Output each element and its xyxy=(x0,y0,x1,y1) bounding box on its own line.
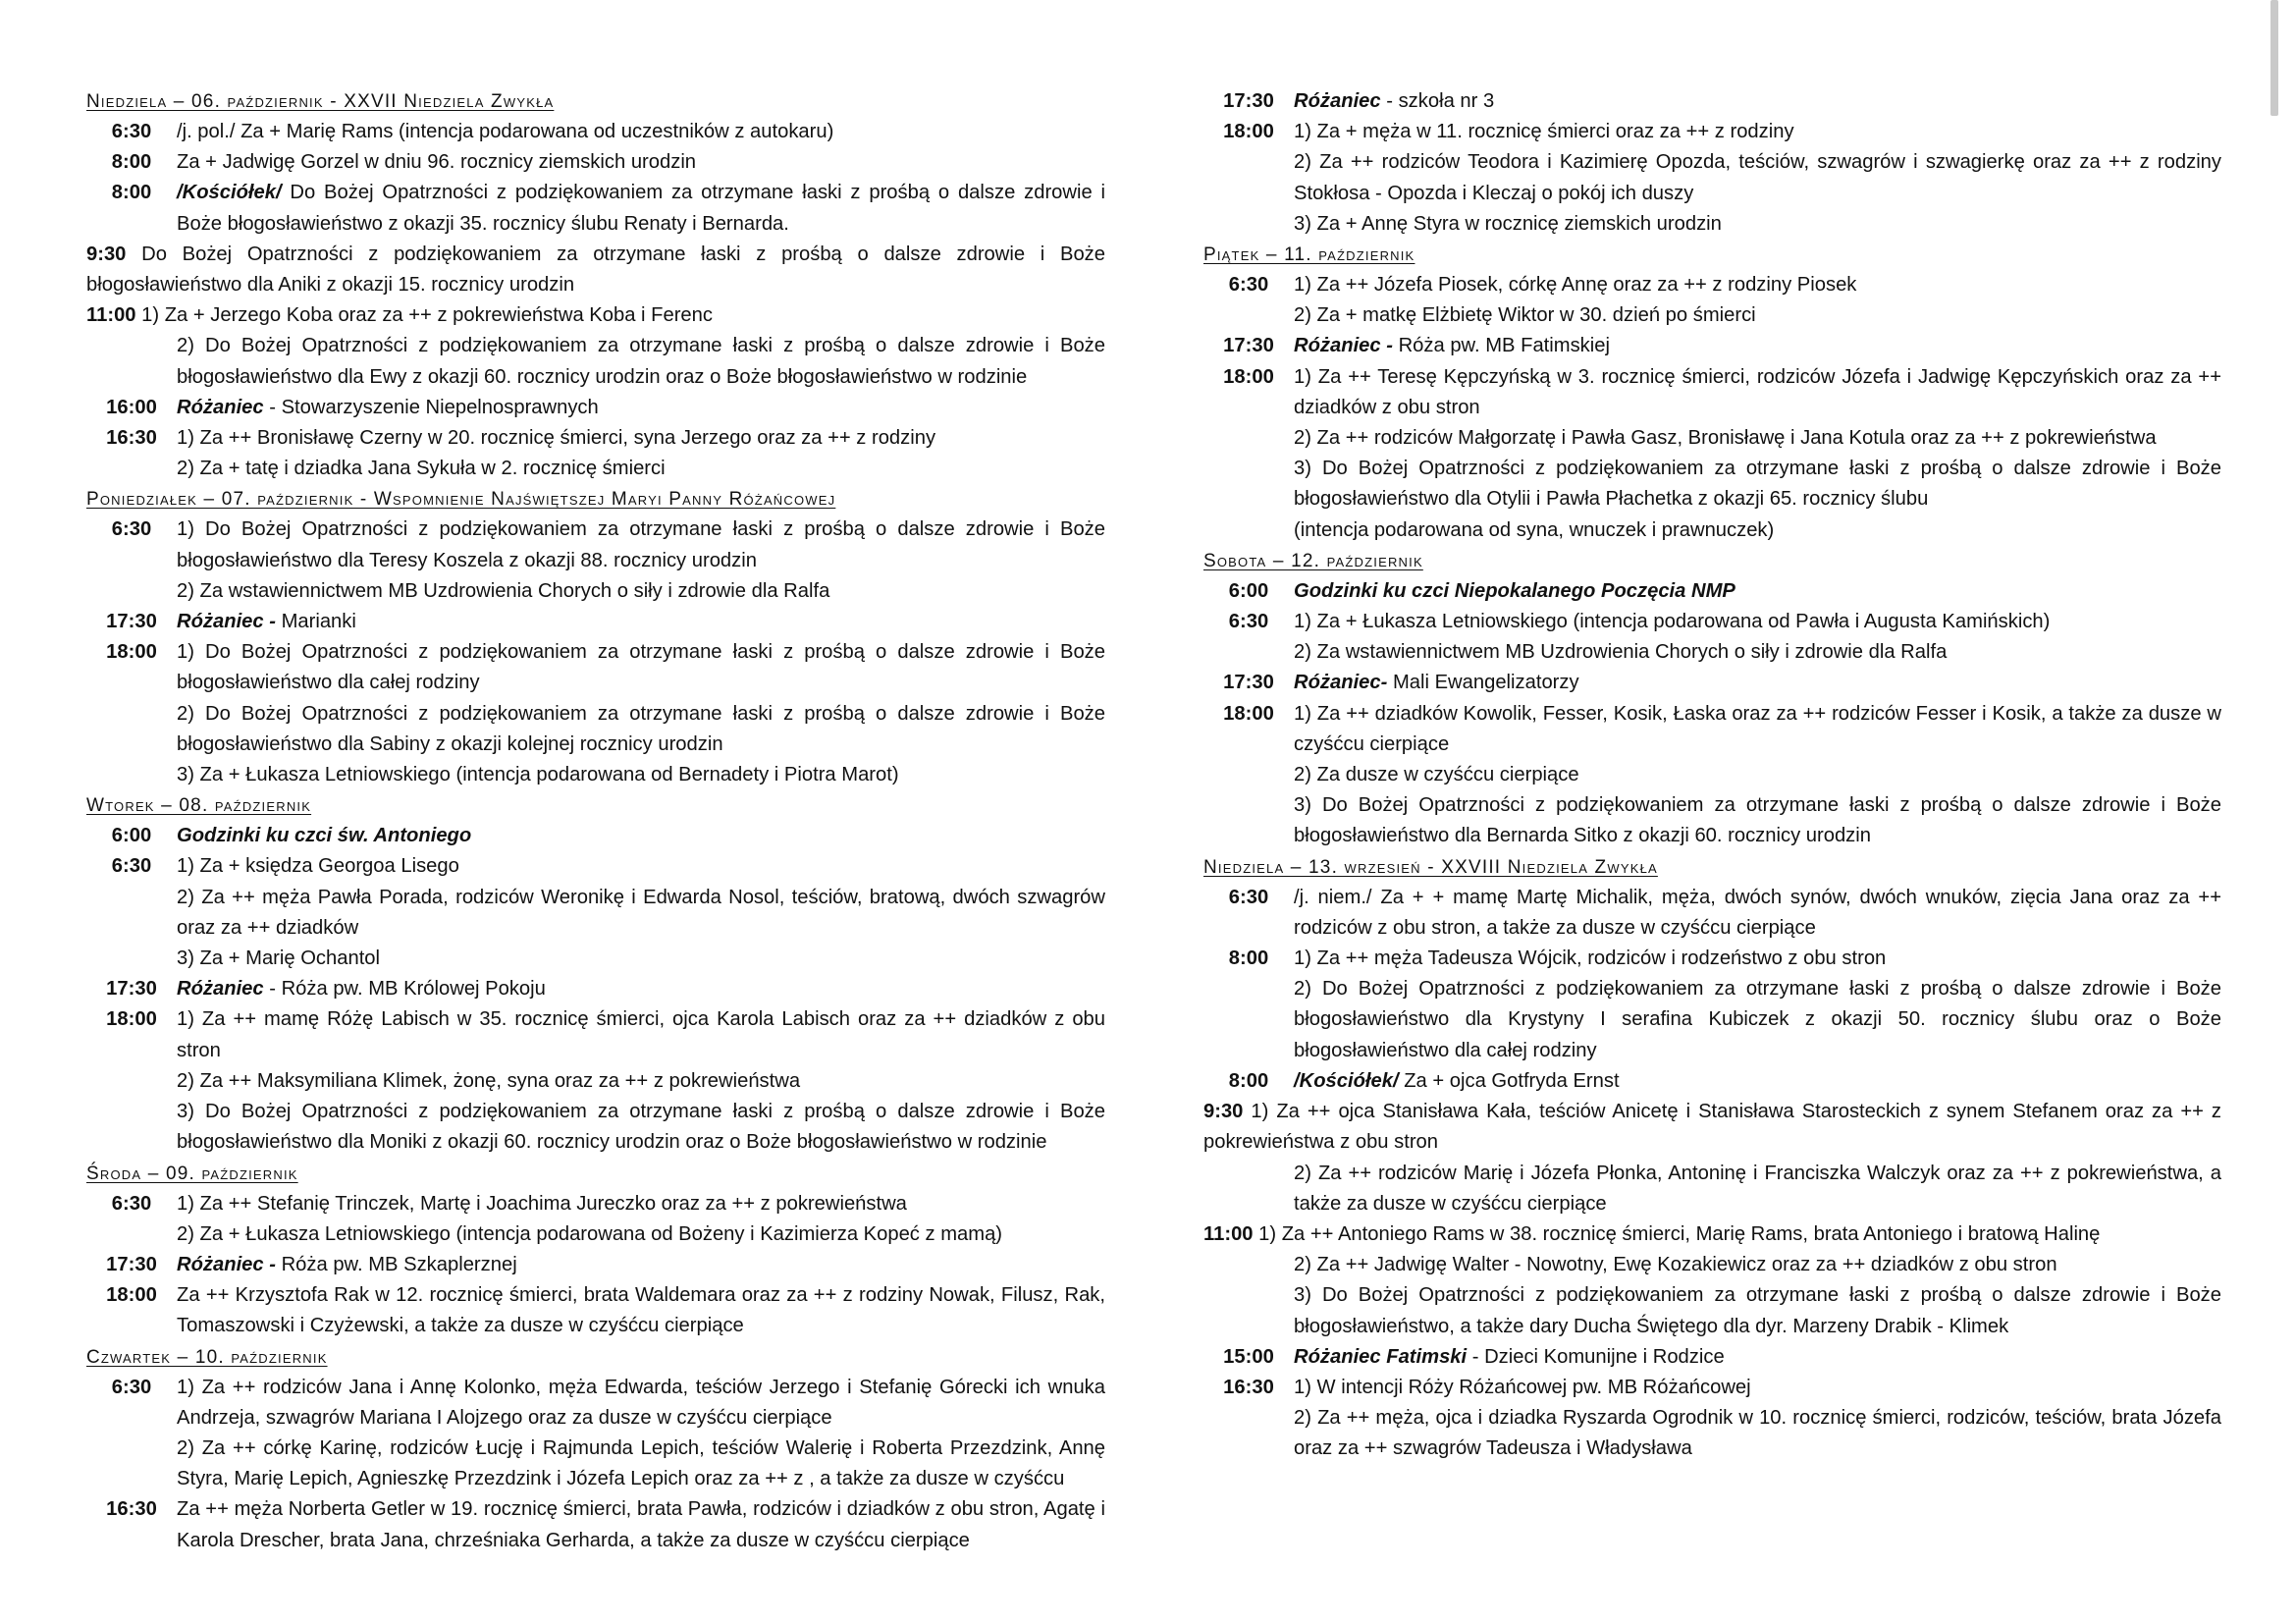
intention-text xyxy=(177,1250,1105,1280)
intention-body: 3) Do Bożej Opatrzności z podziękowaniem za otrzymane łaski z prośbą o dalsze zdrowie i Boże błogosławieństwo dla Moniki z okazji 60. rocznicy urodzin oraz o Boże błogosławieństwo w rodzinie xyxy=(177,1101,1105,1154)
intention-text xyxy=(177,1373,1105,1495)
emphasis-label: Różaniec xyxy=(177,396,264,418)
intention-body: 1) W intencji Róży Różańcowej pw. MB Różańcowej xyxy=(1294,1376,1751,1398)
intention-text xyxy=(177,117,1105,147)
mass-entry xyxy=(1203,1342,2221,1373)
intention-body: 1) Za ++ Antoniego Rams w 38. rocznicę śmierci, Marię Rams, brata Antoniego i bratową Halinę xyxy=(1258,1222,2101,1245)
intention-text xyxy=(1294,86,2221,117)
mass-time: 9:30 xyxy=(1203,1101,1252,1123)
intention-text xyxy=(177,178,1105,239)
intention-line xyxy=(1294,699,2221,760)
intention-body: 2) Za ++ rodziców Marię i Józefa Płonka, Antoninę i Franciszka Walczyk oraz za ++ z pokrewieństwa, a także za dusze w czyśćcu cierpiące xyxy=(1294,1162,2221,1215)
intention-text xyxy=(177,393,1105,423)
mass-entry xyxy=(1203,1097,2221,1158)
intention-body: Róża pw. MB Fatimskiej xyxy=(1398,335,1610,357)
day-heading: Wtorek – 08. październik xyxy=(86,795,312,817)
intention-line xyxy=(1294,974,2221,1066)
mass-time: 16:30 xyxy=(1223,1376,1274,1398)
intention-line xyxy=(177,454,1105,484)
day-heading: Niedziela – 13. wrzesień - XXVIII Niedziela Zwykła xyxy=(1203,856,1658,878)
mass-time: 18:00 xyxy=(106,641,157,664)
intention-line xyxy=(177,1219,1105,1250)
intention-line xyxy=(1294,300,2221,331)
intention-line xyxy=(1294,515,2221,546)
intention-line xyxy=(1294,331,2221,361)
mass-time: 6:30 xyxy=(1228,274,1269,297)
mass-time: 17:30 xyxy=(1223,335,1274,357)
mass-time: 6:30 xyxy=(111,121,152,142)
mass-entry xyxy=(86,851,1105,974)
intention-line xyxy=(177,974,1105,1004)
left-column xyxy=(86,86,1105,1556)
intention-line xyxy=(177,1280,1105,1341)
intention-text xyxy=(1203,1219,2221,1250)
intention-line xyxy=(177,393,1105,423)
intention-body: 3) Za + Marię Ochantol xyxy=(177,947,381,970)
mass-time: 6:00 xyxy=(1228,579,1269,602)
intention-line xyxy=(177,883,1105,944)
intention-line xyxy=(177,331,1105,392)
intention-body: 2) Za ++ męża Pawła Porada, rodziców Weronikę i Edwarda Nosol, teściów, bratową, dwóch szwagrów oraz za ++ dziadków xyxy=(177,886,1105,939)
mass-time: 18:00 xyxy=(106,1008,157,1031)
mass-time: 17:30 xyxy=(1223,672,1274,694)
intention-body: 1) Za + męża w 11. rocznicę śmierci oraz za ++ z rodziny xyxy=(1294,121,1794,143)
intention-line xyxy=(86,240,1105,300)
mass-entry xyxy=(1203,1250,2221,1342)
intention-body: 1) Za ++ ojca Stanisława Kała, teściów Anicetę i Stanisława Starosteckich z synem Stefanem oraz za ++ z pokrewieństwa z obu stron xyxy=(1203,1101,2222,1154)
intention-text xyxy=(177,607,1105,637)
emphasis-label: Różaniec - xyxy=(177,611,276,633)
mass-time: 18:00 xyxy=(1223,702,1274,725)
mass-entry xyxy=(1203,1066,2221,1097)
intention-body: 1) Za + Łukasza Letniowskiego (intencja podarowana od Pawła i Augusta Kamińskich) xyxy=(1294,611,2051,633)
mass-time: 8:00 xyxy=(1228,1069,1269,1092)
day-heading: Środa – 09. październik xyxy=(86,1163,298,1184)
intention-text xyxy=(177,821,1105,851)
intention-text xyxy=(1294,1373,2221,1465)
intention-text xyxy=(1294,362,2221,546)
mass-time: 6:30 xyxy=(111,518,152,541)
intention-line xyxy=(1294,1280,2221,1341)
intention-body: 2) Za + tatę i dziadka Jana Sykuła w 2. rocznicę śmierci xyxy=(177,458,666,480)
intention-text xyxy=(177,423,1105,484)
emphasis-label: Różaniec - xyxy=(1294,335,1393,357)
intention-line xyxy=(1294,1066,2221,1097)
intention-line xyxy=(177,760,1105,790)
mass-time: 18:00 xyxy=(1223,365,1274,388)
intention-line xyxy=(177,1494,1105,1555)
mass-time: 11:00 xyxy=(86,304,142,327)
mass-time xyxy=(86,331,177,392)
intention-text xyxy=(177,147,1105,178)
intention-line xyxy=(1294,1250,2221,1280)
mass-time: 6:00 xyxy=(111,825,152,847)
intention-line xyxy=(1294,944,2221,974)
mass-time: 17:30 xyxy=(106,611,157,633)
mass-entry xyxy=(86,147,1105,178)
mass-time: 6:30 xyxy=(1228,611,1269,633)
intention-body: - Dzieci Komunijne i Rodzice xyxy=(1471,1345,1725,1368)
mass-entry xyxy=(1203,362,2221,546)
mass-entry xyxy=(86,1494,1105,1555)
intention-body: 2) Za + matkę Elżbietę Wiktor w 30. dzień po śmierci xyxy=(1294,304,1756,327)
intention-text xyxy=(1294,699,2221,852)
intention-line xyxy=(1294,668,2221,698)
mass-entry xyxy=(86,423,1105,484)
intention-line xyxy=(177,423,1105,454)
intention-body: 3) Za + Annę Styra w rocznicę ziemskich urodzin xyxy=(1294,212,1722,235)
intention-text xyxy=(1294,1066,2221,1097)
emphasis-label: Różaniec xyxy=(1294,90,1381,112)
intention-text xyxy=(177,1280,1105,1341)
intention-text xyxy=(177,637,1105,790)
mass-time xyxy=(1203,1250,1294,1342)
intention-text xyxy=(1294,1342,2221,1373)
mass-time: 18:00 xyxy=(1223,121,1274,143)
mass-entry xyxy=(86,300,1105,331)
mass-entry xyxy=(1203,117,2221,240)
intention-line xyxy=(1294,637,2221,668)
intention-line xyxy=(177,821,1105,851)
intention-body: 3) Do Bożej Opatrzności z podziękowaniem za otrzymane łaski z prośbą o dalsze zdrowie i Boże błogosławieństwo dla Otylii i Pawła Płachetka z okazji 65. rocznicy ślubu xyxy=(1294,458,2221,511)
intention-text xyxy=(1294,607,2221,668)
intention-line xyxy=(177,1373,1105,1434)
intention-body: - Stowarzyszenie Niepelnosprawnych xyxy=(269,396,599,418)
mass-entry xyxy=(1203,944,2221,1066)
intention-body: Do Bożej Opatrzności z podziękowaniem za otrzymane łaski z prośbą o dalsze zdrowie i Boże błogosławieństwo dla Aniki z okazji 15. rocznicy urodzin xyxy=(86,243,1105,297)
intention-body: Marianki xyxy=(281,611,356,633)
intention-body: 3) Za + Łukasza Letniowskiego (intencja podarowana od Bernadety i Piotra Marot) xyxy=(177,764,899,786)
intention-body: 1) Za ++ Józefa Piosek, córkę Annę oraz za ++ z rodziny Piosek xyxy=(1294,274,1857,297)
intention-body: 1) Za ++ rodziców Jana i Annę Kolonko, męża Edwarda, teściów Jerzego i Stefanię Górecki ich wnuka Andrzeja, szwagrów Mariana I Alojzego oraz za dusze w czyśćcu cierpiące xyxy=(177,1376,1105,1429)
right-column xyxy=(1203,86,2221,1465)
intention-line xyxy=(1203,1097,2221,1158)
intention-body: Do Bożej Opatrzności z podziękowaniem za otrzymane łaski z prośbą o dalsze zdrowie i Boże błogosławieństwo z okazji 35. rocznicy ślubu Renaty i Bernarda. xyxy=(177,182,1105,235)
intention-body: 2) Za wstawiennictwem MB Uzdrowienia Chorych o siły i zdrowie dla Ralfa xyxy=(177,579,830,602)
mass-time: 6:30 xyxy=(111,1192,152,1215)
intention-line xyxy=(177,178,1105,239)
mass-time: 6:30 xyxy=(111,855,152,878)
mass-entry xyxy=(86,393,1105,423)
intention-line xyxy=(177,1097,1105,1158)
intention-body: 2) Za ++ męża, ojca i dziadka Ryszarda Ogrodnik w 10. rocznicę śmierci, rodziców, teściów, brata Józefa oraz za ++ szwagrów Tadeusza i Władysława xyxy=(1294,1407,2221,1460)
intention-body: 2) Do Bożej Opatrzności z podziękowaniem za otrzymane łaski z prośbą o dalsze zdrowie i Boże błogosławieństwo dla Ewy z okazji 60. rocznicy urodzin oraz o Boże błogosławieństwo w rodzinie xyxy=(177,335,1105,388)
mass-time: 18:00 xyxy=(106,1284,157,1307)
mass-entry xyxy=(86,514,1105,607)
mass-entry xyxy=(1203,576,2221,607)
intention-body: 1) Za ++ mamę Różę Labisch w 35. rocznicę śmierci, ojca Karola Labisch oraz za ++ dziadków z obu stron xyxy=(177,1008,1105,1061)
intention-text xyxy=(1294,668,2221,698)
mass-time: 15:00 xyxy=(1223,1345,1274,1368)
day-heading: Poniedziałek – 07. październik - Wspomnienie Najświętszej Maryi Panny Różańcowej xyxy=(86,489,836,511)
intention-line xyxy=(1294,1159,2221,1219)
intention-text xyxy=(177,974,1105,1004)
mass-entry xyxy=(1203,668,2221,698)
intention-line xyxy=(1294,607,2221,637)
intention-line xyxy=(177,699,1105,760)
mass-entry xyxy=(1203,607,2221,668)
intention-body: Za + Jadwigę Gorzel w dniu 96. rocznicy ziemskich urodzin xyxy=(177,151,697,174)
intention-body: 1) Za ++ Teresę Kępczyńską w 3. rocznicę śmierci, rodziców Józefa i Jadwigę Kępczyńskich oraz za ++ dziadków z obu stron xyxy=(1294,365,2221,418)
mass-entry xyxy=(86,1280,1105,1341)
intention-body: Za ++ Krzysztofa Rak w 12. rocznicę śmierci, brata Waldemara oraz za ++ z rodziny Nowak, Filusz, Rak, Tomaszowski i Czyżewski, a także za dusze w czyśćcu cierpiące xyxy=(177,1284,1105,1337)
intention-text xyxy=(177,1494,1105,1555)
intention-line xyxy=(177,851,1105,882)
mass-time: 11:00 xyxy=(1203,1222,1259,1245)
intention-line xyxy=(86,300,1105,331)
intention-body: 2) Do Bożej Opatrzności z podziękowaniem za otrzymane łaski z prośbą o dalsze zdrowie i Boże błogosławieństwo dla Sabiny z okazji kolejnej rocznicy urodzin xyxy=(177,702,1105,755)
intention-body: 1) Za + księdza Georgoa Lisego xyxy=(177,855,459,878)
intention-line xyxy=(1294,147,2221,208)
mass-entry xyxy=(86,974,1105,1004)
mass-entry xyxy=(86,821,1105,851)
emphasis-label: /Kościółek/ xyxy=(1294,1069,1399,1092)
intention-text xyxy=(1294,331,2221,361)
intention-text xyxy=(1203,1097,2221,1158)
mass-entry xyxy=(86,331,1105,392)
intention-line xyxy=(177,1189,1105,1219)
intention-text xyxy=(1294,883,2221,944)
intention-line xyxy=(177,576,1105,607)
intention-line xyxy=(1294,86,2221,117)
mass-entry xyxy=(1203,1159,2221,1219)
mass-time: 6:30 xyxy=(1228,886,1269,908)
intention-line xyxy=(1294,790,2221,851)
intention-body: 2) Za ++ córkę Karinę, rodziców Łucję i Rajmunda Lepich, teściów Walerię i Roberta Przezdzink, Annę Styra, Marię Lepich, Agnieszkę Przezdzink i Józefa Lepich oraz za ++ z , a także za dusze w czyśćcu xyxy=(177,1436,1105,1490)
emphasis-label: Różaniec- xyxy=(1294,672,1388,694)
intention-body: 1) Za ++ męża Tadeusza Wójcik, rodziców i rodzeństwo z obu stron xyxy=(1294,947,1887,970)
intention-line xyxy=(1294,270,2221,300)
mass-entry xyxy=(1203,270,2221,331)
intention-line xyxy=(1294,1342,2221,1373)
intention-line xyxy=(177,514,1105,575)
intention-body: 1) Do Bożej Opatrzności z podziękowaniem za otrzymane łaski z prośbą o dalsze zdrowie i Boże błogosławieństwo dla Teresy Koszela z okazji 88. rocznicy urodzin xyxy=(177,518,1105,571)
intention-body: - Róża pw. MB Królowej Pokoju xyxy=(269,978,546,1001)
mass-time: 8:00 xyxy=(1228,947,1269,970)
intention-body: - szkoła nr 3 xyxy=(1386,90,1495,112)
mass-entry xyxy=(86,607,1105,637)
intention-line xyxy=(1294,423,2221,454)
intention-line xyxy=(177,944,1105,974)
mass-time: 16:00 xyxy=(106,396,157,418)
intention-line xyxy=(1294,454,2221,514)
intention-line xyxy=(1294,1373,2221,1403)
emphasis-label: Różaniec - xyxy=(177,1253,276,1275)
intention-body: Róża pw. MB Szkaplerznej xyxy=(281,1253,517,1275)
intention-line xyxy=(177,1004,1105,1065)
intention-line xyxy=(177,1066,1105,1097)
intention-line xyxy=(177,117,1105,147)
intention-text xyxy=(1294,1159,2221,1219)
emphasis-label: Różaniec xyxy=(177,978,264,1001)
intention-text xyxy=(86,300,1105,331)
mass-time: 17:30 xyxy=(1223,90,1274,112)
intention-line xyxy=(1203,1219,2221,1250)
mass-entry xyxy=(1203,699,2221,852)
mass-time: 16:30 xyxy=(106,427,157,450)
intention-text xyxy=(177,331,1105,392)
mass-entry xyxy=(86,1004,1105,1158)
intention-body: 2) Za + Łukasza Letniowskiego (intencja podarowana od Bożeny i Kazimierza Kopeć z mamą) xyxy=(177,1222,1003,1245)
mass-time: 16:30 xyxy=(106,1498,157,1521)
mass-time: 8:00 xyxy=(111,151,152,174)
mass-entry xyxy=(86,178,1105,239)
mass-entry xyxy=(1203,86,2221,117)
mass-time xyxy=(1203,1159,1294,1219)
mass-time: 8:00 xyxy=(111,182,152,204)
intention-line xyxy=(1294,209,2221,240)
intention-text xyxy=(1294,117,2221,240)
intention-text xyxy=(177,514,1105,607)
intention-text xyxy=(177,851,1105,974)
mass-time: 17:30 xyxy=(106,978,157,1001)
intention-body: /j. niem./ Za + + mamę Martę Michalik, męża, dwóch synów, dwóch wnuków, zięcia Jana oraz za ++ rodziców z obu stron, a także za dusze w czyśćcu cierpiące xyxy=(1294,886,2221,939)
emphasis-label: Różaniec Fatimski xyxy=(1294,1345,1468,1368)
intention-text xyxy=(1294,944,2221,1066)
mass-entry xyxy=(86,240,1105,300)
mass-entry xyxy=(86,1373,1105,1495)
emphasis-label: Godzinki ku czci św. Antoniego xyxy=(177,825,472,847)
intention-body: 2) Za dusze w czyśćcu cierpiące xyxy=(1294,764,1579,786)
mass-time: 6:30 xyxy=(111,1376,152,1398)
intention-body: 2) Za ++ rodziców Małgorzatę i Pawła Gasz, Bronisławę i Jana Kotula oraz za ++ z pokrewieństwa xyxy=(1294,427,2157,450)
vertical-scrollbar[interactable] xyxy=(2270,0,2278,116)
intention-line xyxy=(177,1434,1105,1494)
intention-line xyxy=(1294,760,2221,790)
intention-body: 2) Za ++ rodziców Teodora i Kazimierę Opozda, teściów, szwagrów i szwagierkę oraz za ++ z rodziny Stokłosa - Opozda i Kleczaj o pokój ich duszy xyxy=(1294,151,2221,204)
mass-entry xyxy=(1203,331,2221,361)
mass-entry xyxy=(86,117,1105,147)
intention-body: (intencja podarowana od syna, wnuczek i prawnuczek) xyxy=(1294,518,1775,541)
intention-line xyxy=(1294,117,2221,147)
intention-body: Mali Ewangelizatorzy xyxy=(1392,672,1579,694)
intention-line xyxy=(1294,576,2221,607)
intention-text xyxy=(86,240,1105,300)
intention-line xyxy=(177,607,1105,637)
day-heading: Sobota – 12. październik xyxy=(1203,550,1423,571)
intention-body: /j. pol./ Za + Marię Rams (intencja podarowana od uczestników z autokaru) xyxy=(177,121,834,142)
intention-body: 2) Do Bożej Opatrzności z podziękowaniem za otrzymane łaski z prośbą o dalsze zdrowie i Boże błogosławieństwo dla Krystyny I serafina Kubiczek z okazji 50. rocznicy ślubu oraz o Boże błogosławieństwo dla całej rodziny xyxy=(1294,978,2221,1061)
intention-body: 1) Za ++ dziadków Kowolik, Fesser, Kosik, Łaska oraz za ++ rodziców Fesser i Kosik, a także za dusze w czyśćcu cierpiące xyxy=(1294,702,2221,755)
intention-body: 1) Za ++ Bronisławę Czerny w 20. rocznicę śmierci, syna Jerzego oraz za ++ z rodziny xyxy=(177,427,936,450)
intention-body: 3) Do Bożej Opatrzności z podziękowaniem za otrzymane łaski z prośbą o dalsze zdrowie i Boże błogosławieństwo, a także dary Ducha Świętego dla dyr. Marzeny Drabik - Klimek xyxy=(1294,1284,2221,1337)
emphasis-label: /Kościółek/ xyxy=(177,182,282,204)
intention-body: 1) Za ++ Stefanię Trinczek, Martę i Joachima Jureczko oraz za ++ z pokrewieństwa xyxy=(177,1192,907,1215)
mass-entry xyxy=(86,1189,1105,1250)
mass-entry xyxy=(1203,883,2221,944)
intention-line xyxy=(177,1250,1105,1280)
emphasis-label: Godzinki ku czci Niepokalanego Poczęcia NMP xyxy=(1294,579,1735,602)
intention-line xyxy=(177,637,1105,698)
intention-body: 1) Do Bożej Opatrzności z podziękowaniem za otrzymane łaski z prośbą o dalsze zdrowie i Boże błogosławieństwo dla całej rodziny xyxy=(177,641,1105,694)
intention-body: Za + ojca Gotfryda Ernst xyxy=(1404,1069,1620,1092)
intention-body: 2) Za ++ Jadwigę Walter - Nowotny, Ewę Kozakiewicz oraz za ++ dziadków z obu stron xyxy=(1294,1254,2057,1276)
intention-body: Za ++ męża Norberta Getler w 19. rocznicę śmierci, brata Pawła, rodziców i dziadków z obu stron, Agatę i Karola Drescher, brata Jana, chrześniaka Gerharda, a także za dusze w czyśćcu cierpiące xyxy=(177,1498,1105,1551)
mass-entry xyxy=(86,1250,1105,1280)
intention-body: 2) Za wstawiennictwem MB Uzdrowienia Chorych o siły i zdrowie dla Ralfa xyxy=(1294,641,1948,664)
mass-entry xyxy=(86,637,1105,790)
mass-time: 17:30 xyxy=(106,1253,157,1275)
mass-entry xyxy=(1203,1219,2221,1250)
intention-line xyxy=(1294,1403,2221,1464)
intention-line xyxy=(177,147,1105,178)
day-heading: Piątek – 11. październik xyxy=(1203,244,1415,266)
intention-body: 1) Za + Jerzego Koba oraz za ++ z pokrewieństwa Koba i Ferenc xyxy=(141,304,713,327)
intention-body: 2) Za ++ Maksymiliana Klimek, żonę, syna oraz za ++ z pokrewieństwa xyxy=(177,1069,801,1092)
intention-text xyxy=(177,1004,1105,1158)
intention-text xyxy=(1294,576,2221,607)
intention-body: 3) Do Bożej Opatrzności z podziękowaniem za otrzymane łaski z prośbą o dalsze zdrowie i Boże błogosławieństwo dla Bernarda Sitko z okazji 60. rocznicy urodzin xyxy=(1294,794,2221,847)
intention-text xyxy=(1294,1250,2221,1342)
intention-text xyxy=(1294,270,2221,331)
day-heading: Czwartek – 10. październik xyxy=(86,1346,328,1368)
mass-time: 9:30 xyxy=(86,243,142,265)
intention-line xyxy=(1294,362,2221,423)
intention-line xyxy=(1294,883,2221,944)
mass-entry xyxy=(1203,1373,2221,1465)
intention-text xyxy=(177,1189,1105,1250)
day-heading: Niedziela – 06. październik - XXVII Niedziela Zwykła xyxy=(86,91,555,112)
